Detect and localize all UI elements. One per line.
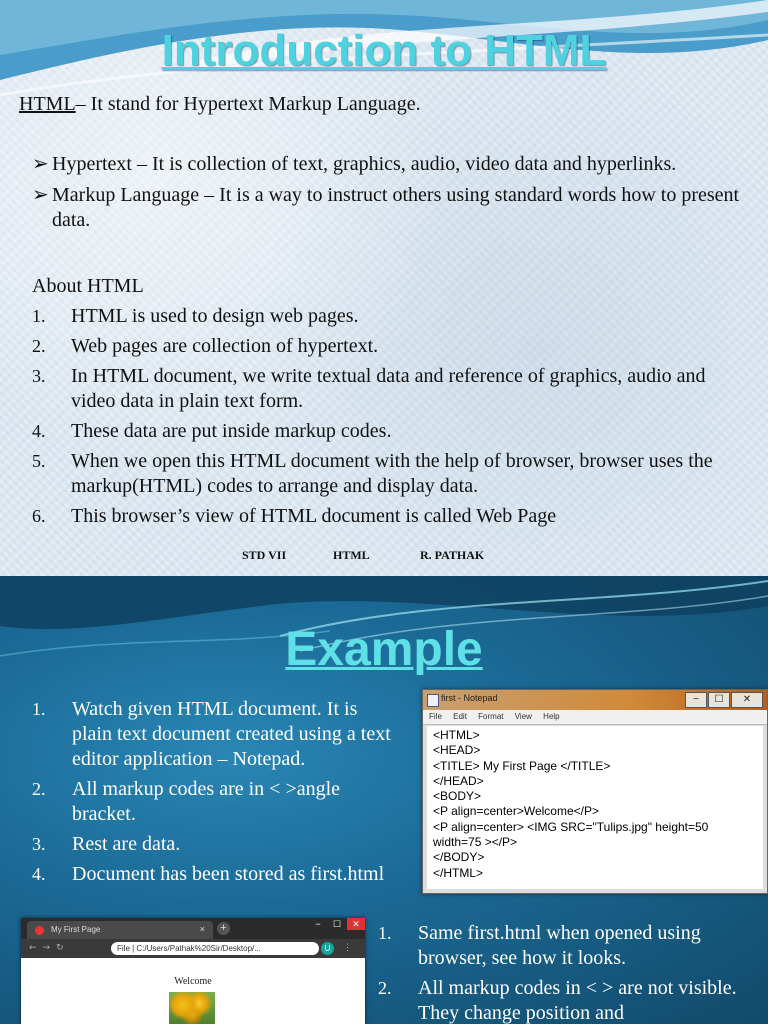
list-item: 2. All markup codes are in < >angle bracket. bbox=[32, 778, 341, 825]
intro-line bbox=[19, 92, 421, 117]
close-button[interactable]: ✕ bbox=[731, 692, 763, 708]
list-item: 2. Web pages are collection of hypertext. bbox=[32, 335, 379, 357]
tab-title: My First Page bbox=[51, 925, 101, 934]
intro-term: HTML bbox=[19, 93, 76, 115]
window-controls bbox=[684, 692, 763, 708]
notepad-menubar bbox=[423, 710, 767, 725]
list-item: 6. This browser’s view of HTML document is called Web Page bbox=[32, 505, 557, 527]
notepad-title: first - Notepad bbox=[441, 693, 498, 703]
notepad-titlebar bbox=[423, 690, 767, 710]
list-item: 4. These data are put inside markup codes. bbox=[32, 420, 392, 442]
definition-bullets bbox=[32, 152, 752, 239]
navigation-icons[interactable]: ←→↻ bbox=[29, 943, 70, 953]
slide-example bbox=[0, 576, 768, 1024]
browser-tab[interactable] bbox=[27, 921, 213, 939]
list-item: 4. Document has been stored as first.html bbox=[32, 863, 385, 885]
list-item: 5. When we open this HTML document with the help of browser, browser uses the markup(HTML) codes to arrange and display data. bbox=[32, 450, 713, 497]
address-bar[interactable]: File | C:/Users/Pathak%20Sir/Desktop/... bbox=[111, 942, 319, 955]
list-item: 3. In HTML document, we write textual data and reference of graphics, audio and video data in plain text form. bbox=[32, 365, 706, 412]
menu-format[interactable]: Format bbox=[478, 712, 504, 721]
minimize-button[interactable]: − bbox=[685, 692, 707, 708]
about-heading: About HTML bbox=[32, 275, 144, 297]
favicon-icon bbox=[35, 926, 44, 935]
slide-title: Example bbox=[285, 623, 483, 676]
tab-close-icon[interactable]: × bbox=[199, 924, 205, 934]
footer-author: R. PATHAK bbox=[420, 548, 485, 562]
bullet-markup-language: ➢ Markup Language – It is a way to instruct others using standard words how to present data. bbox=[32, 184, 740, 231]
about-list bbox=[32, 304, 752, 534]
menu-help[interactable]: Help bbox=[543, 712, 560, 721]
notepad-text-area[interactable]: <HTML> <HEAD> <TITLE> My First Page </TITLE> </HEAD> <BODY> <P align=center>Welcome</P> <P align=center> <IMG SRC="Tulips.jpg" height=50 width=75 ></P> </BODY> </HTML> bbox=[427, 726, 763, 889]
maximize-button[interactable]: ☐ bbox=[708, 692, 730, 708]
footer-class: STD VII bbox=[242, 548, 287, 562]
profile-avatar[interactable]: U bbox=[321, 942, 334, 955]
browser-explanation-list bbox=[378, 921, 758, 1024]
bullet-hypertext: ➢ Hypertext – It is collection of text, graphics, audio, video data and hyperlinks. bbox=[32, 153, 677, 175]
page-welcome-text: Welcome bbox=[174, 976, 212, 987]
explanation-list bbox=[32, 697, 402, 892]
list-item: 2. All markup codes in < > are not visible. They change position and bbox=[378, 977, 737, 1024]
menu-icon[interactable]: ⋮ bbox=[343, 942, 352, 952]
menu-file[interactable]: File bbox=[429, 712, 442, 721]
new-tab-button[interactable]: + bbox=[217, 922, 230, 935]
close-button[interactable]: ✕ bbox=[347, 918, 365, 930]
maximize-button[interactable]: ☐ bbox=[328, 918, 346, 930]
arrow-bullet-icon: ➢ bbox=[32, 153, 49, 175]
menu-view[interactable]: View bbox=[514, 712, 532, 721]
slide-title: Introduction to HTML bbox=[161, 26, 607, 75]
list-item: 1. HTML is used to design web pages. bbox=[32, 305, 359, 327]
tulips-image bbox=[169, 992, 215, 1024]
notepad-icon bbox=[427, 694, 439, 707]
menu-edit[interactable]: Edit bbox=[453, 712, 467, 721]
browser-tabstrip bbox=[21, 918, 365, 939]
browser-toolbar bbox=[21, 939, 365, 958]
notepad-window bbox=[422, 689, 768, 894]
list-item: 3. Rest are data. bbox=[32, 833, 181, 855]
footer-subject: HTML bbox=[333, 548, 370, 562]
list-item: 1. Same first.html when opened using browser, see how it looks. bbox=[378, 922, 701, 969]
intro-definition: – It stand for Hypertext Markup Language. bbox=[75, 93, 421, 115]
minimize-button[interactable]: − bbox=[309, 918, 327, 930]
list-item: 1. Watch given HTML document. It is plain text document created using a text editor application – Notepad. bbox=[32, 698, 391, 770]
browser-window-controls bbox=[308, 918, 365, 930]
arrow-bullet-icon: ➢ bbox=[32, 184, 49, 206]
browser-window bbox=[21, 918, 365, 1024]
